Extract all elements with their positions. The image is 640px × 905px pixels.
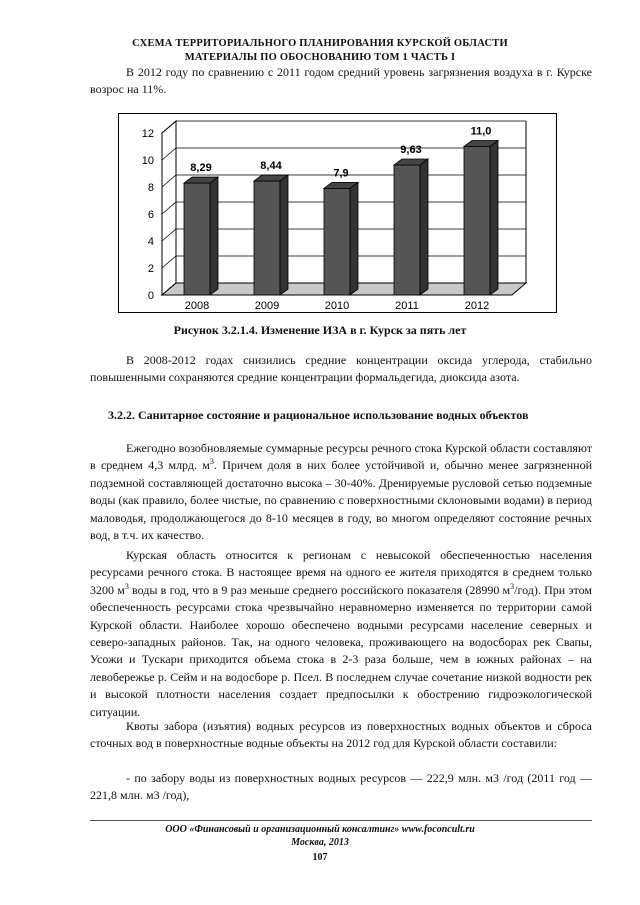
bar-front xyxy=(184,183,210,295)
bar-front xyxy=(394,165,420,295)
bar-2010 xyxy=(324,167,358,295)
data-label: 8,29 xyxy=(190,162,212,175)
bar-side xyxy=(490,141,498,296)
y-tick-label: 2 xyxy=(147,263,154,275)
y-tick-label: 4 xyxy=(147,236,154,248)
bar-2011 xyxy=(394,144,428,295)
footer-city-year: Москва, 2013 xyxy=(291,837,349,848)
bar-front xyxy=(464,147,490,296)
footer-divider xyxy=(90,820,592,821)
data-label: 9,63 xyxy=(400,143,422,156)
document-header-subtitle: МАТЕРИАЛЫ ПО ОБОСНОВАНИЮ ТОМ 1 ЧАСТЬ I xyxy=(184,52,456,63)
water-resources-paragraph: Ежегодно возобновляемые суммарные ресурсы речного стока Курской области составляют в среднем 4,3 млрд. $м^3$. Причем доля в них более устойчивой и, обычно менее загрязненной подземной составляющей достаточно высока – 30-40%. Дренируемые русловой сетью подземные воды (как правило, более чистые, по сравнению с поверхностными склоновыми водами) в период маловодья, продолжающегося до 8-10 месяцев в году, во многом определяют состояние речных вод, в т.ч. их качество. xyxy=(90,441,593,543)
y-tick-label: 8 xyxy=(147,182,154,194)
section-heading: 3.2.2. Санитарное состояние и рациональное использование водных объектов xyxy=(108,408,529,422)
x-tick-label: 2010 xyxy=(324,300,350,312)
footer-company: ООО «Финансовый и организационный консалтинг» www.foconcult.ru xyxy=(165,824,475,835)
data-label: 8,44 xyxy=(260,160,282,173)
quota-item-paragraph: - по забору воды из поверхностных водных ресурсов — 222,9 млн. м3 /год (2011 год — 221,8 млн. м3 /год), xyxy=(90,771,592,803)
y-tick-label: 6 xyxy=(147,209,154,221)
document-header-title: СХЕМА ТЕРРИТОРИАЛЬНОГО ПЛАНИРОВАНИЯ КУРСКОЙ ОБЛАСТИ xyxy=(132,38,508,49)
intro-paragraph: В 2012 году по сравнению с 2011 годом средний уровень загрязнения воздуха в г. Курске возрос на 11%. xyxy=(90,65,592,97)
bar-front xyxy=(254,181,280,295)
bar-2008 xyxy=(184,162,218,295)
figure-caption: Рисунок 3.2.1.4. Изменение ИЗА в г. Курск за пять лет xyxy=(173,323,467,337)
bar-side xyxy=(420,159,428,295)
bar-side xyxy=(210,177,218,295)
data-label: 11,0 xyxy=(470,125,492,138)
co-paragraph: В 2008-2012 годах снизились средние концентрации оксида углерода, стабильно повышенными сохраняются средние концентрации формальдегида, диоксида азота. xyxy=(90,353,592,385)
bar-side xyxy=(350,182,358,295)
bar-2012 xyxy=(464,126,498,296)
page-number: 107 xyxy=(312,852,328,863)
x-tick-label: 2011 xyxy=(395,300,419,312)
y-tick-label: 10 xyxy=(141,155,154,167)
iza-bar-chart xyxy=(118,113,558,313)
x-tick-label: 2012 xyxy=(464,300,490,312)
bar-front xyxy=(324,188,350,295)
quota-paragraph: Квоты забора (изъятия) водных ресурсов из поверхностных водных объектов и сброса сточных вод в поверхностные водные объекты на 2012 год для Курской области составили: xyxy=(90,719,592,751)
bar-side xyxy=(280,175,288,295)
y-tick-label: 0 xyxy=(147,290,154,302)
x-tick-label: 2008 xyxy=(184,300,210,312)
x-tick-label: 2009 xyxy=(254,300,280,312)
y-tick-label: 12 xyxy=(141,128,154,140)
water-supply-paragraph: Курская область относится к регионам с невысокой обеспеченностью населения ресурсами речного стока. В настоящее время на одного ее жителя приходятся в среднем только 3200 $м^3$ воды в год, что в 9 раз меньше среднего российского показателя (28990 $м^3/год$). При этом обеспеченность ресурсами стока чрезвычайно неравномерно изменяется по территории самой Курской области. Наиболее хорошо обеспечено водными ресурсами население северных и северо-западных районов. Так, на одного человека, проживающего на водосборах рек Свапы, Усожи и Тускари приходится объема стока в 2-3 раза больше, чем в южных районах – на левобережье р. Сейм и на водосборе р. Псел. В последнем случае сочетание низкой водности рек и высокой плотности населения создает предпосылки к обострению гидроэкологической ситуации. xyxy=(90,548,593,719)
data-label: 7,9 xyxy=(333,167,349,180)
bar-2009 xyxy=(254,160,288,295)
